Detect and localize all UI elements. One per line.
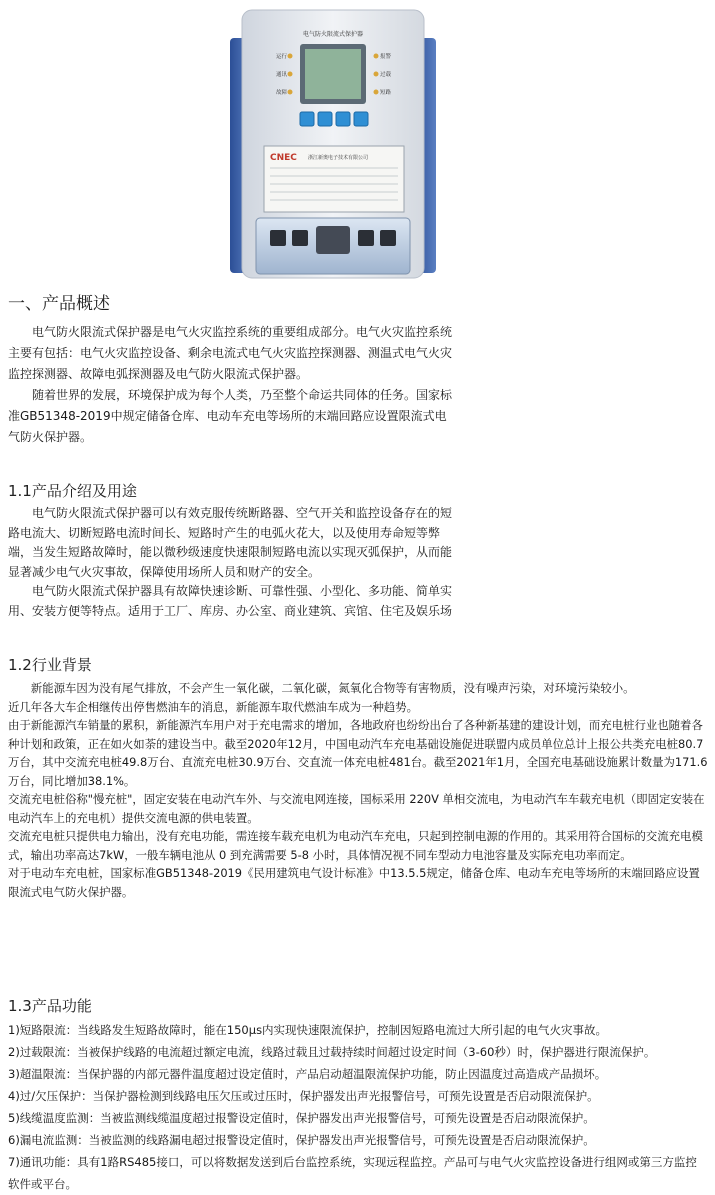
led-label-overload: 过载 xyxy=(380,72,392,78)
device-button xyxy=(318,112,332,126)
led-indicator xyxy=(288,90,293,95)
overview-text xyxy=(8,322,458,448)
paragraph: 由于新能源汽车销量的累积，新能源汽车用户对于充电需求的增加，各地政府也纷纷出台了各种新基建的建设计划，而充电桩行业也随着各种计划和政策，正在如火如荼的建设当中。截至2020年12月，中国电动汽车充电基础设施促进联盟内成员单位总计上报公共类充电桩80.7万台，其中交流充电桩49.8万台、直流充电桩30.9万台、交直流一体充电桩481台。截至2021年1月，全国充电基础设施累计数量为171.6万台，同比增加38.1%。 xyxy=(8,718,708,788)
list-item: 1)短路限流：当线路发生短路故障时，能在150μs内实现快速限流保护，控制因短路电流过大所引起的电气火灾事故。 xyxy=(8,1023,608,1037)
led-label-short: 短路 xyxy=(380,90,392,96)
led-label-fault: 故障 xyxy=(276,90,288,96)
background-text xyxy=(8,679,708,901)
device-button xyxy=(354,112,368,126)
paragraph: 电气防火限流式保护器具有故障快速诊断、可靠性强、小型化、多功能、简单实用、安装方便等特点。适用于工厂、库房、办公室、商业建筑、宾馆、住宅及娱乐场 xyxy=(8,584,453,618)
company-name: 浙江新奥电子技术有限公司 xyxy=(308,155,369,161)
device-title: 电气防火限流式保护器 xyxy=(302,31,364,38)
device-button xyxy=(300,112,314,126)
list-item: 4)过/欠压保护：当保护器检测到线路电压欠压或过压时，保护器发出声光报警信号，可预先设置是否启动限流保护。 xyxy=(8,1089,599,1103)
functions-list xyxy=(8,1019,708,1195)
paragraph: 随着世界的发展，环境保护成为每个人类，乃至整个命运共同体的任务。国家标准GB51348-2019中规定储备仓库、电动车充电等场所的末端回路应设置限流式电气防火保护器。 xyxy=(8,388,453,444)
list-item: 6)漏电流监测：当被监测的线路漏电超过报警设定值时，保护器发出声光报警信号，可预先设置是否启动限流保护。 xyxy=(8,1133,595,1147)
list-item: 5)线缆温度监测：当被监测线缆温度超过报警设定值时，保护器发出声光报警信号，可预先设置是否启动限流保护。 xyxy=(8,1111,595,1125)
paragraph: 交流充电桩只提供电力输出，没有充电功能，需连接车载充电机为电动汽车充电，只起到控制电源的作用的。其采用符合国标的交流充电模式，输出功率高达7kW，一般车辆电池从 0 到充满需要 5-8 小时，具体情况视不同车型动力电池容量及实际充电功率而定。 xyxy=(8,829,703,862)
section-heading-functions: 1.3产品功能 xyxy=(8,997,92,1015)
device-button xyxy=(336,112,350,126)
led-label-alarm: 报警 xyxy=(380,54,392,60)
section-heading-background: 1.2行业背景 xyxy=(8,656,92,674)
paragraph: 交流充电桩俗称"慢充桩"，固定安装在电动汽车外、与交流电网连接，国标采用 220V 单相交流电，为电动汽车车载充电机（即固定安装在电动汽车上的充电机）提供交流电源的供电装置。 xyxy=(8,792,705,825)
list-item: 2)过载限流：当被保护线路的电流超过额定电流，线路过载且过载持续时间超过设定时间（3-60秒）时，保护器进行限流保护。 xyxy=(8,1045,656,1059)
led-indicator xyxy=(288,54,293,59)
paragraph: 电气防火限流式保护器可以有效克服传统断路器、空气开关和监控设备存在的短路电流大、切断短路电流时间长、短路时产生的电弧火花大，以及使用寿命短等弊端，当发生短路故障时，能以微秒级速度快速限制短路电流以实现灭弧保护，从而能显著减少电气火灾事故，保障使用场所人员和财产的安全。 xyxy=(8,506,453,579)
section-heading-overview: 一、产品概述 xyxy=(8,294,110,314)
lcd-screen xyxy=(305,49,361,99)
led-label-run: 运行 xyxy=(276,54,288,60)
brand-logo: CNEC xyxy=(270,153,297,163)
paragraph: 近几年各大车企相继传出停售燃油车的消息，新能源车取代燃油车成为一种趋势。 xyxy=(8,699,419,714)
led-indicator xyxy=(374,54,379,59)
list-item: 7)通讯功能：具有1路RS485接口，可以将数据发送到后台监控系统，实现远程监控。产品可与电气火灾监控设备进行组网或第三方监控软件或平台。 xyxy=(8,1155,697,1191)
section-heading-intro: 1.1产品介绍及用途 xyxy=(8,482,137,500)
paragraph: 对于电动车充电桩，国家标准GB51348-2019《民用建筑电气设计标准》中13.5.5规定，储备仓库、电动车充电等场所的末端回路应设置限流式电气防火保护器。 xyxy=(8,866,700,899)
led-indicator xyxy=(374,90,379,95)
led-indicator xyxy=(288,72,293,77)
product-image xyxy=(228,8,438,280)
paragraph: 电气防火限流式保护器是电气火灾监控系统的重要组成部分。电气火灾监控系统主要有包括：电气火灾监控设备、剩余电流式电气火灾监控探测器、测温式电气火灾监控探测器、故障电弧探测器及电气防火限流式保护器。 xyxy=(8,325,453,381)
led-label-comm: 通讯 xyxy=(276,72,288,78)
paragraph: 新能源车因为没有尾气排放，不会产生一氧化碳，二氧化碳，氮氧化合物等有害物质，没有噪声污染，对环境污染较小。 xyxy=(30,681,635,695)
led-indicator xyxy=(374,72,379,77)
list-item: 3)超温限流：当保护器的内部元器件温度超过设定值时，产品启动超温限流保护功能，防止因温度过高造成产品损坏。 xyxy=(8,1067,607,1081)
intro-text xyxy=(8,504,463,621)
